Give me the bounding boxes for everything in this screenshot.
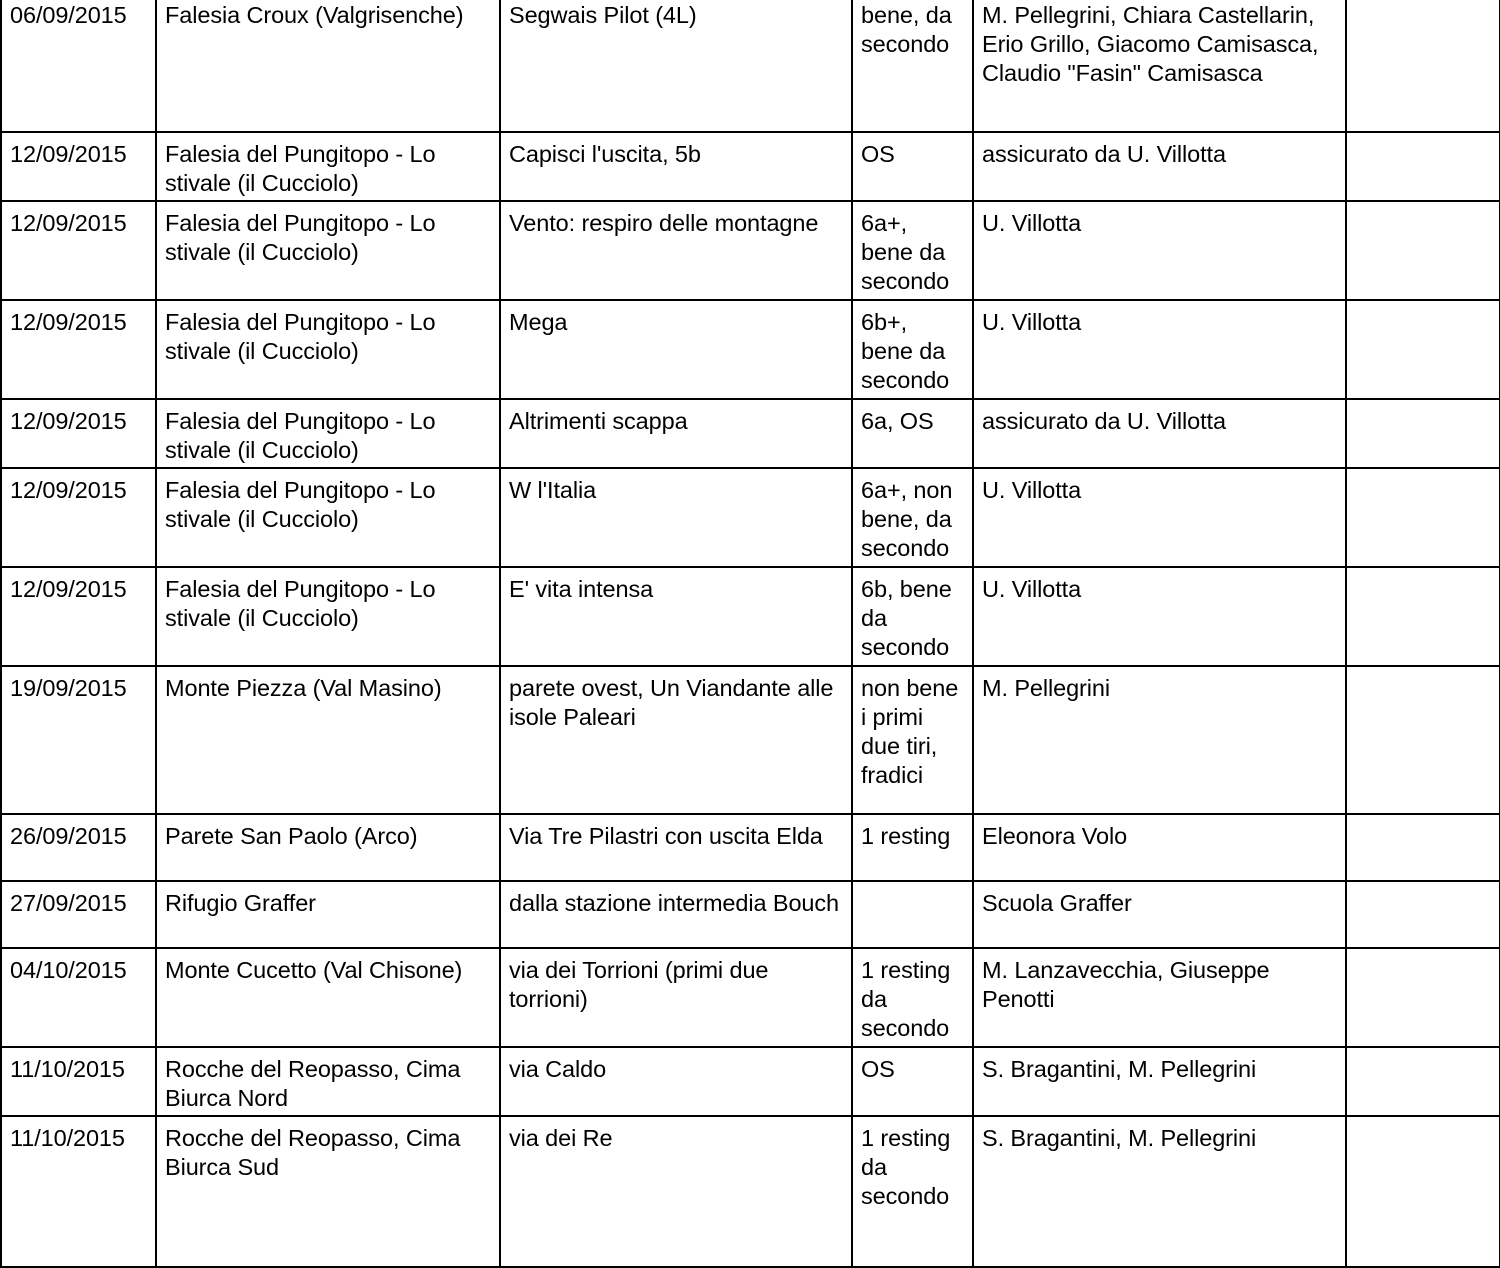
partners-cell: assicurato da U. Villotta bbox=[973, 399, 1346, 468]
place-cell: Parete San Paolo (Arco) bbox=[156, 814, 500, 881]
place-cell: Falesia del Pungitopo - Lo stivale (il Cucciolo) bbox=[156, 468, 500, 567]
place-cell: Falesia del Pungitopo - Lo stivale (il Cucciolo) bbox=[156, 300, 500, 399]
style-cell: 1 resting da secondo bbox=[852, 948, 973, 1047]
partners-cell: M. Pellegrini, Chiara Castellarin, Erio Grillo, Giacomo Camisasca, Claudio "Fasin" Camisasca bbox=[973, 0, 1346, 132]
route-cell: Segwais Pilot (4L) bbox=[500, 0, 852, 132]
partners-cell: M. Lanzavecchia, Giuseppe Penotti bbox=[973, 948, 1346, 1047]
table-row bbox=[1, 666, 1500, 814]
route-cell: Altrimenti scappa bbox=[500, 399, 852, 468]
notes-cell bbox=[1346, 1047, 1500, 1116]
style-cell: 6b+, bene da secondo bbox=[852, 300, 973, 399]
date-cell: 26/09/2015 bbox=[1, 814, 156, 881]
style-cell: 1 resting bbox=[852, 814, 973, 881]
style-cell: 1 resting da secondo bbox=[852, 1116, 973, 1267]
table-row bbox=[1, 1047, 1500, 1116]
table-row bbox=[1, 814, 1500, 881]
notes-cell bbox=[1346, 666, 1500, 814]
notes-cell bbox=[1346, 132, 1500, 201]
date-cell: 12/09/2015 bbox=[1, 300, 156, 399]
table-row bbox=[1, 399, 1500, 468]
partners-cell: U. Villotta bbox=[973, 201, 1346, 300]
date-cell: 11/10/2015 bbox=[1, 1116, 156, 1267]
partners-cell: U. Villotta bbox=[973, 567, 1346, 666]
date-cell: 12/09/2015 bbox=[1, 399, 156, 468]
style-cell: bene, da secondo bbox=[852, 0, 973, 132]
notes-cell bbox=[1346, 300, 1500, 399]
style-cell: OS bbox=[852, 132, 973, 201]
notes-cell bbox=[1346, 948, 1500, 1047]
table-row bbox=[1, 0, 1500, 132]
date-cell: 19/09/2015 bbox=[1, 666, 156, 814]
table-row bbox=[1, 468, 1500, 567]
place-cell: Falesia del Pungitopo - Lo stivale (il Cucciolo) bbox=[156, 132, 500, 201]
route-cell: Via Tre Pilastri con uscita Elda bbox=[500, 814, 852, 881]
place-cell: Rocche del Reopasso, Cima Biurca Sud bbox=[156, 1116, 500, 1267]
date-cell: 11/10/2015 bbox=[1, 1047, 156, 1116]
route-cell: Capisci l'uscita, 5b bbox=[500, 132, 852, 201]
route-cell: W l'Italia bbox=[500, 468, 852, 567]
table-row bbox=[1, 567, 1500, 666]
place-cell: Rocche del Reopasso, Cima Biurca Nord bbox=[156, 1047, 500, 1116]
table-row bbox=[1, 201, 1500, 300]
place-cell: Falesia del Pungitopo - Lo stivale (il Cucciolo) bbox=[156, 201, 500, 300]
route-cell: Vento: respiro delle montagne bbox=[500, 201, 852, 300]
partners-cell: U. Villotta bbox=[973, 300, 1346, 399]
table-row bbox=[1, 132, 1500, 201]
route-cell: via Caldo bbox=[500, 1047, 852, 1116]
route-cell: via dei Torrioni (primi due torrioni) bbox=[500, 948, 852, 1047]
date-cell: 12/09/2015 bbox=[1, 567, 156, 666]
notes-cell bbox=[1346, 399, 1500, 468]
place-cell: Rifugio Graffer bbox=[156, 881, 500, 948]
notes-cell bbox=[1346, 814, 1500, 881]
table-row bbox=[1, 881, 1500, 948]
notes-cell bbox=[1346, 201, 1500, 300]
place-cell: Falesia del Pungitopo - Lo stivale (il Cucciolo) bbox=[156, 567, 500, 666]
style-cell: 6a+, bene da secondo bbox=[852, 201, 973, 300]
table-row bbox=[1, 1116, 1500, 1267]
style-cell: non bene i primi due tiri, fradici bbox=[852, 666, 973, 814]
route-cell: E' vita intensa bbox=[500, 567, 852, 666]
route-cell: dalla stazione intermedia Bouch bbox=[500, 881, 852, 948]
style-cell: OS bbox=[852, 1047, 973, 1116]
partners-cell: S. Bragantini, M. Pellegrini bbox=[973, 1116, 1346, 1267]
route-cell: Mega bbox=[500, 300, 852, 399]
date-cell: 12/09/2015 bbox=[1, 201, 156, 300]
table-row bbox=[1, 300, 1500, 399]
route-cell: via dei Re bbox=[500, 1116, 852, 1267]
style-cell: 6b, bene da secondo bbox=[852, 567, 973, 666]
notes-cell bbox=[1346, 468, 1500, 567]
place-cell: Monte Cucetto (Val Chisone) bbox=[156, 948, 500, 1047]
place-cell: Falesia Croux (Valgrisenche) bbox=[156, 0, 500, 132]
partners-cell: U. Villotta bbox=[973, 468, 1346, 567]
notes-cell bbox=[1346, 0, 1500, 132]
date-cell: 12/09/2015 bbox=[1, 468, 156, 567]
place-cell: Falesia del Pungitopo - Lo stivale (il Cucciolo) bbox=[156, 399, 500, 468]
style-cell: 6a+, non bene, da secondo bbox=[852, 468, 973, 567]
partners-cell: assicurato da U. Villotta bbox=[973, 132, 1346, 201]
date-cell: 27/09/2015 bbox=[1, 881, 156, 948]
notes-cell bbox=[1346, 881, 1500, 948]
notes-cell bbox=[1346, 1116, 1500, 1267]
route-cell: parete ovest, Un Viandante alle isole Paleari bbox=[500, 666, 852, 814]
partners-cell: M. Pellegrini bbox=[973, 666, 1346, 814]
style-cell bbox=[852, 881, 973, 948]
partners-cell: Eleonora Volo bbox=[973, 814, 1346, 881]
partners-cell: S. Bragantini, M. Pellegrini bbox=[973, 1047, 1346, 1116]
table-row bbox=[1, 948, 1500, 1047]
place-cell: Monte Piezza (Val Masino) bbox=[156, 666, 500, 814]
date-cell: 04/10/2015 bbox=[1, 948, 156, 1047]
style-cell: 6a, OS bbox=[852, 399, 973, 468]
partners-cell: Scuola Graffer bbox=[973, 881, 1346, 948]
date-cell: 12/09/2015 bbox=[1, 132, 156, 201]
notes-cell bbox=[1346, 567, 1500, 666]
date-cell: 06/09/2015 bbox=[1, 0, 156, 132]
